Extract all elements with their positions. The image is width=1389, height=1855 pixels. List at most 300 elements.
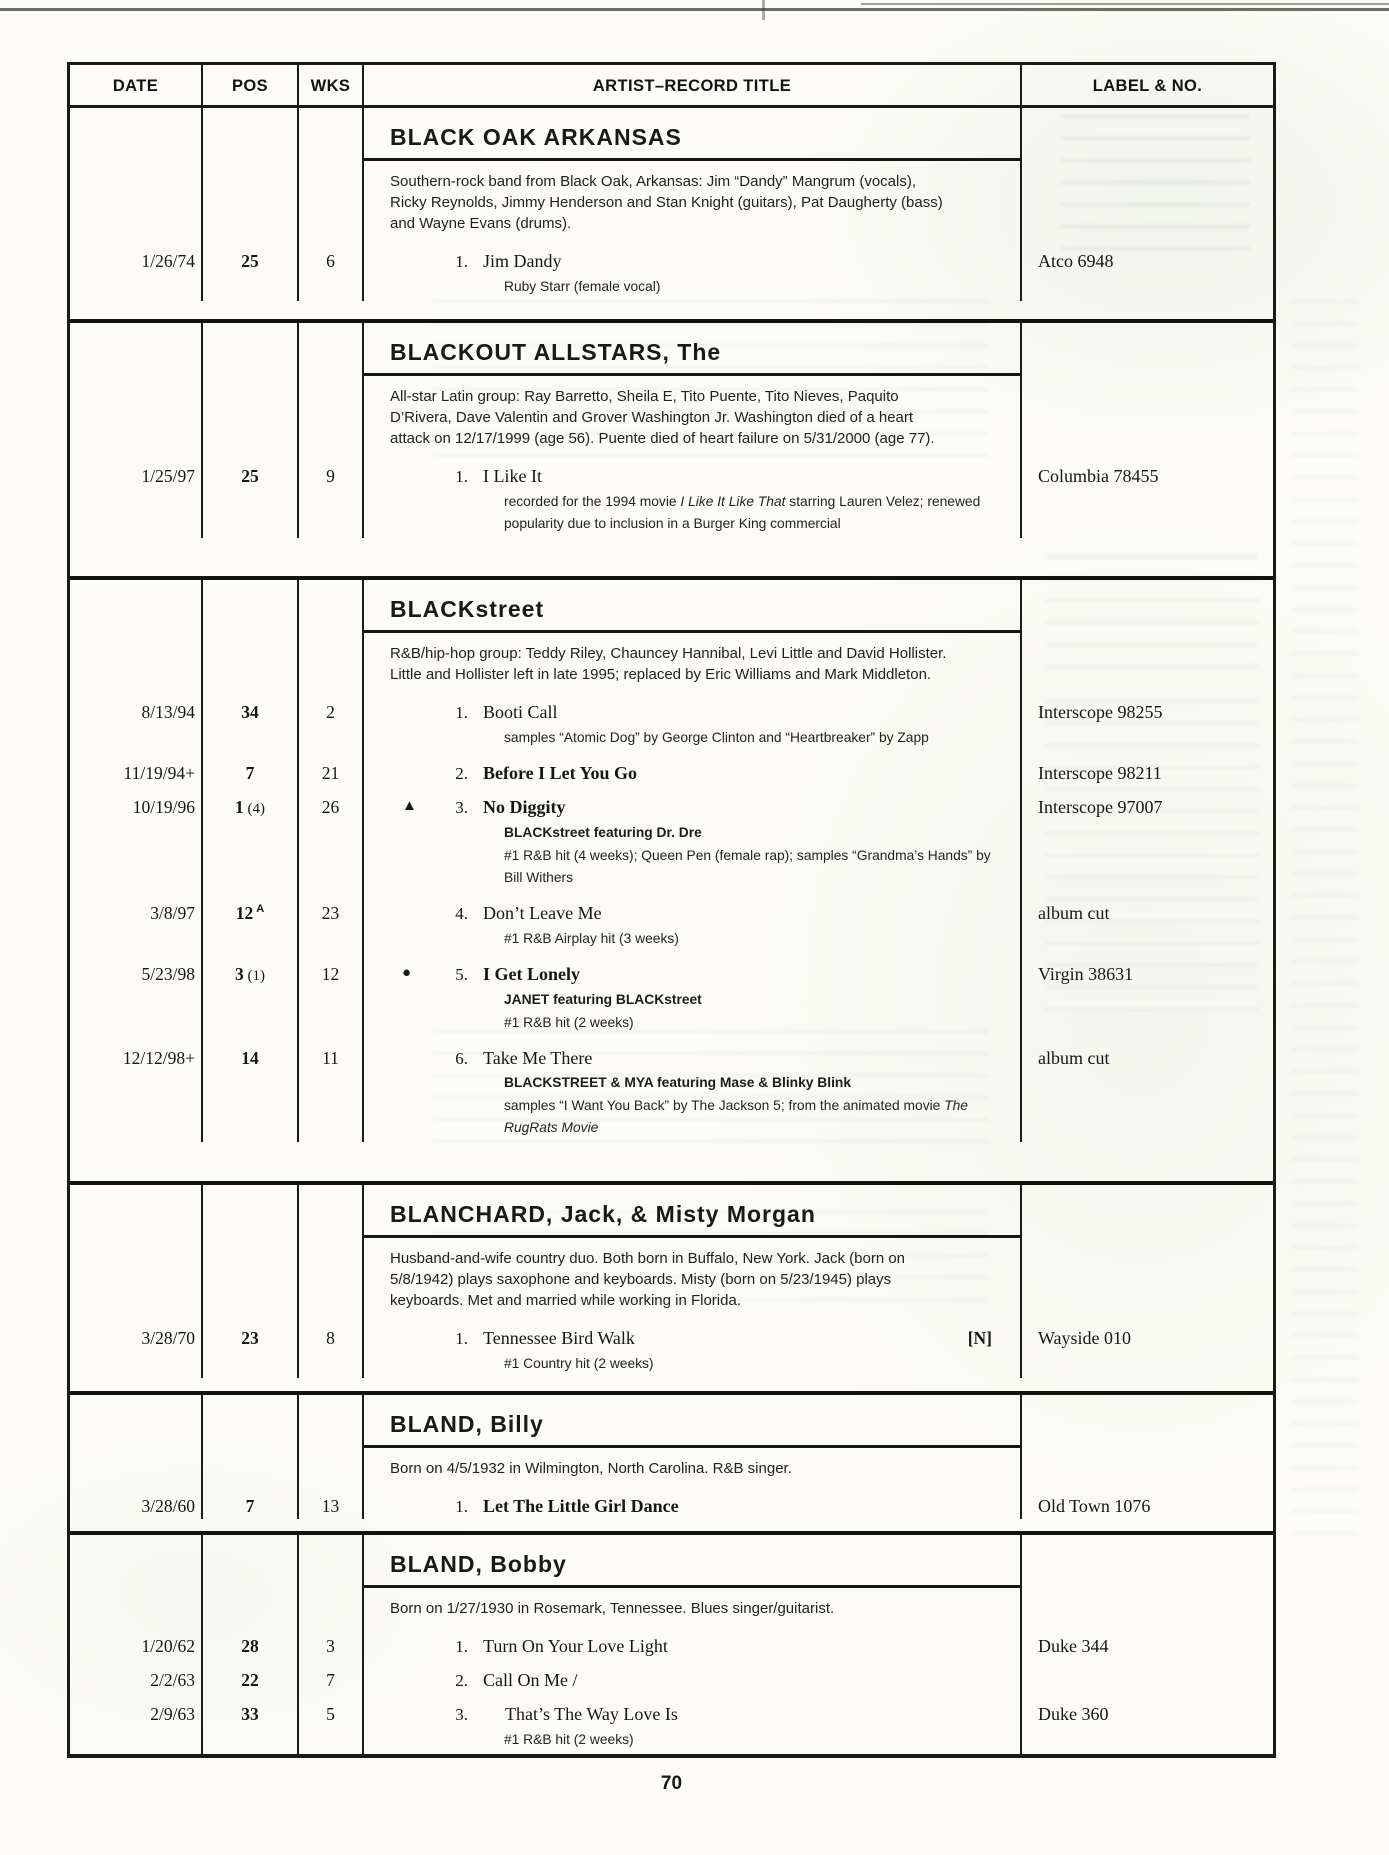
table-cell [203,843,299,892]
song-title: Turn On Your Love Light [483,1636,668,1656]
scan-artifact-line [861,3,1389,5]
entry-peak-position [203,752,299,786]
table-cell [203,1185,299,1238]
table-cell [299,1535,364,1588]
table-cell [70,1010,203,1037]
table-cell [299,274,364,301]
peak-position-value: 25 [241,466,259,486]
featuring-credit-row [70,988,1273,1010]
table-cell [299,1448,364,1485]
table-cell [70,580,203,633]
table-header-row [70,65,1273,108]
table-cell [203,580,299,633]
featuring-credit: JANET featuring BLACKstreet [504,992,702,1007]
table-cell [203,489,299,538]
page-number: 70 [660,1773,683,1794]
table-cell [1022,1185,1273,1238]
song-note-row [70,1727,1273,1754]
record-label: Duke 344 [1038,1636,1109,1656]
song-note-text: #1 R&B Airplay hit (3 weeks) [504,931,679,946]
table-cell [299,725,364,752]
song-title: Tennessee Bird Walk [483,1328,635,1348]
artist-name-cell [364,323,1022,376]
song-number: 1. [455,1497,468,1516]
entry-peak-position [203,691,299,725]
song-title-cell [364,786,1022,821]
record-label: Interscope 98255 [1038,702,1163,722]
song-number: 4. [455,904,468,923]
artist-name-cell [364,580,1022,633]
table-cell [1022,1071,1273,1093]
entry-weeks-charted: 8 [299,1317,364,1351]
song-entry-row [70,752,1273,786]
record-label: Interscope 97007 [1038,797,1163,817]
entry-date: 5/23/98 [70,953,203,988]
artist-name: BLAND, Bobby [390,1551,567,1577]
song-title: Don’t Leave Me [483,903,602,923]
artist-bio-cell [364,633,1022,691]
artist-section [70,323,1273,580]
song-title-cell [364,691,1022,725]
peak-position-value: 3 [235,964,244,984]
table-cell [299,1185,364,1238]
table-cell [203,274,299,301]
table-cell [1022,1588,1273,1625]
entry-weeks-charted: 6 [299,240,364,274]
record-label: Columbia 78455 [1038,466,1159,486]
table-cell [70,1448,203,1485]
peak-position-value: 7 [245,1496,255,1516]
entry-weeks-charted: 23 [299,892,364,926]
artist-section [70,1185,1273,1395]
song-note [504,845,998,889]
table-cell [299,1071,364,1093]
artist-bio-row [70,1238,1273,1317]
song-title-cell [364,1659,1022,1693]
record-label: Old Town 1076 [1038,1496,1151,1516]
entry-peak-position [203,1317,299,1351]
table-cell [203,1238,299,1317]
entry-date: 1/25/97 [70,455,203,489]
song-number: 1. [455,1637,468,1656]
song-entry-row [70,691,1273,725]
column-header-artist-record-title: ARTIST–RECORD TITLE [364,65,1022,105]
table-cell [1022,1535,1273,1588]
song-title: Take Me There [483,1048,593,1068]
table-cell [70,1351,203,1378]
song-title: Before I Let You Go [483,763,637,783]
table-cell [299,161,364,240]
song-note-cell [364,725,1022,752]
artist-name-cell [364,1535,1022,1588]
song-note [504,1353,998,1375]
entry-weeks-charted: 2 [299,691,364,725]
table-cell [299,1395,364,1448]
table-cell [203,988,299,1010]
table-body [70,108,1273,1754]
table-cell [299,821,364,843]
artist-bio: Born on 4/5/1932 in Wilmington, North Carolina. R&B singer. [390,1460,792,1477]
entry-peak-position [203,1659,299,1693]
artist-bio-cell [364,161,1022,240]
entry-weeks-charted: 7 [299,1659,364,1693]
artist-name: BLACKOUT ALLSTARS, The [390,339,722,365]
record-label: Duke 360 [1038,1704,1109,1724]
song-note-text: recorded for the 1994 movie [504,494,681,509]
table-cell [70,323,203,376]
entry-peak-position [203,953,299,988]
song-note-text: #1 R&B hit (4 weeks); Queen Pen (female rap); samples “Grandma’s Hands” by Bill Withers [504,848,991,885]
song-note-row [70,274,1273,301]
entry-date: 11/19/94+ [70,752,203,786]
peak-position-value: 33 [241,1704,259,1724]
featuring-credit-cell [364,1071,1022,1093]
entry-date: 10/19/96 [70,786,203,821]
artist-section [70,580,1273,1185]
table-cell [70,108,203,161]
table-cell [203,1588,299,1625]
table-cell [299,1351,364,1378]
table-cell [1022,580,1273,633]
song-title-cell [364,892,1022,926]
song-note-row [70,1093,1273,1142]
table-cell [70,1727,203,1754]
song-number: 3. [455,798,468,817]
table-cell [203,821,299,843]
song-note-row [70,725,1273,752]
table-cell [299,580,364,633]
entry-peak-position [203,240,299,274]
song-number: 1. [455,252,468,271]
peak-position-value: 1 [235,797,244,817]
song-note-text: #1 R&B hit (2 weeks) [504,1015,634,1030]
artist-bio-cell [364,1588,1022,1625]
table-cell [1022,1010,1273,1037]
song-note-text: starring Lauren Velez; renewed popularity due to inclusion in a Burger King commercial [504,494,981,531]
artist-bio-row [70,633,1273,691]
table-cell [70,988,203,1010]
artist-bio: Husband-and-wife country duo. Both born in Buffalo, New York. Jack (born on 5/8/1942) plays saxophone and keyboards. Misty (born on 5/23/1945) plays keyboards. Met and married while working in Florida. [390,1250,906,1309]
entry-weeks-charted: 21 [299,752,364,786]
song-entry-row [70,240,1273,274]
table-cell [203,633,299,691]
song-title-cell [364,1317,1022,1351]
song-entry-row [70,953,1273,988]
table-cell [203,1093,299,1142]
song-note-row [70,489,1273,538]
entry-date: 1/26/74 [70,240,203,274]
song-number: 2. [455,1671,468,1690]
table-cell [1022,821,1273,843]
song-entry-row [70,455,1273,489]
song-note-cell [364,1093,1022,1142]
artist-name-row [70,1535,1273,1588]
table-cell [299,926,364,953]
song-note [504,276,998,298]
song-title: Call On Me / [483,1670,578,1690]
table-cell [70,489,203,538]
song-number: 2. [455,764,468,783]
peak-position-value: 22 [241,1670,259,1690]
platinum-triangle-icon: ▲ [402,798,417,814]
entry-weeks-charted: 3 [299,1625,364,1659]
novelty-flag: [N] [967,1328,992,1348]
entry-peak-position [203,1485,299,1519]
gold-circle-icon: ● [402,965,412,981]
song-note-cell [364,843,1022,892]
artist-section [70,1535,1273,1754]
table-cell [1022,725,1273,752]
table-cell [1022,274,1273,301]
song-note [504,1729,998,1751]
song-note-text: #1 R&B hit (2 weeks) [504,1732,634,1747]
weeks-at-peak: (1) [243,968,265,984]
song-entry-row [70,1485,1273,1519]
artist-name: BLACK OAK ARKANSAS [390,124,682,150]
artist-name-cell [364,1185,1022,1238]
artist-section [70,1395,1273,1535]
table-cell [203,376,299,455]
table-cell [70,376,203,455]
table-cell [70,633,203,691]
artist-section [70,108,1273,323]
song-note-row [70,926,1273,953]
entry-weeks-charted: 9 [299,455,364,489]
song-note-italic-text: The RugRats Movie [504,1098,968,1135]
table-cell [299,489,364,538]
artist-bio-row [70,376,1273,455]
song-title: No Diggity [483,797,566,817]
song-entry-row [70,786,1273,821]
table-cell [1022,1238,1273,1317]
featuring-credit: BLACKSTREET & MYA featuring Mase & Blinky Blink [504,1075,852,1090]
entry-date: 2/2/63 [70,1659,203,1693]
song-entry-row [70,1037,1273,1071]
song-note-text: #1 Country hit (2 weeks) [504,1356,654,1371]
entry-date: 12/12/98+ [70,1037,203,1071]
record-label: Virgin 38631 [1038,964,1134,984]
table-cell [203,1351,299,1378]
song-number: 6. [455,1049,468,1068]
column-header-label-no: LABEL & NO. [1092,77,1203,95]
song-note [504,928,998,950]
table-cell [299,843,364,892]
artist-bio-cell [364,376,1022,455]
table-cell [70,821,203,843]
artist-bio-cell [364,1448,1022,1485]
entry-weeks-charted: 5 [299,1693,364,1727]
song-note [504,1095,998,1139]
featuring-credit-cell [364,821,1022,843]
peak-position-value: 14 [241,1048,259,1068]
table-cell [299,376,364,455]
artist-bio: Southern-rock band from Black Oak, Arkansas: Jim “Dandy” Mangrum (vocals), Ricky Reynolds, Jimmy Henderson and Stan Knight (guitars), Pat Daugherty (bass) and Wayne Evans (drums). [390,173,943,232]
table-cell [203,108,299,161]
song-number: 1. [455,467,468,486]
song-note-cell [364,1351,1022,1378]
artist-name-cell [364,1395,1022,1448]
song-note-text: samples “Atomic Dog” by George Clinton and “Heartbreaker” by Zapp [504,730,929,745]
song-title: Let The Little Girl Dance [483,1496,679,1516]
artist-name: BLACKstreet [390,596,545,622]
table-cell [70,1238,203,1317]
table-cell [70,843,203,892]
song-note-row [70,1351,1273,1378]
song-note-cell [364,274,1022,301]
entry-date: 3/28/70 [70,1317,203,1351]
peak-position-value: 34 [241,702,259,722]
artist-bio: R&B/hip-hop group: Teddy Riley, Chauncey Hannibal, Levi Little and David Hollister. Little and Hollister left in late 1995; replaced by Eric Williams and Mark Middleton. [390,645,947,683]
song-note [504,1012,998,1034]
table-cell [70,1535,203,1588]
song-entry-row [70,1317,1273,1351]
song-number: 3. [455,1705,468,1724]
table-cell [203,1535,299,1588]
table-cell [70,1588,203,1625]
song-number: 1. [455,1329,468,1348]
song-number: 1. [455,703,468,722]
artist-bio-row [70,161,1273,240]
song-note [504,491,998,535]
song-entry-row [70,1659,1273,1693]
song-title-cell [364,1485,1022,1519]
table-cell [1022,108,1273,161]
table-cell [1022,323,1273,376]
artist-name-row [70,323,1273,376]
table-cell [70,274,203,301]
table-cell [70,1093,203,1142]
entry-weeks-charted: 26 [299,786,364,821]
song-entry-row [70,892,1273,926]
song-note-row [70,843,1273,892]
table-cell [70,161,203,240]
artist-bio: Born on 1/27/1930 in Rosemark, Tennessee. Blues singer/guitarist. [390,1600,835,1617]
song-title-cell [364,1037,1022,1071]
entry-weeks-charted: 11 [299,1037,364,1071]
entry-date: 3/8/97 [70,892,203,926]
song-note-row [70,1010,1273,1037]
song-note-text: samples “I Want You Back” by The Jackson 5; from the animated movie [504,1098,945,1113]
table-cell [1022,1351,1273,1378]
table-cell [70,926,203,953]
table-cell [70,1395,203,1448]
table-cell [299,988,364,1010]
table-cell [70,1071,203,1093]
artist-bio-cell [364,1238,1022,1317]
artist-name-row [70,1395,1273,1448]
peak-position-value: 12 [235,903,254,923]
table-cell [1022,926,1273,953]
table-cell [1022,376,1273,455]
song-title-cell [364,752,1022,786]
entry-peak-position [203,1037,299,1071]
song-note-cell [364,1010,1022,1037]
song-title: That’s The Way Love Is [505,1704,678,1724]
song-number: 5. [455,965,468,984]
table-cell [299,633,364,691]
song-note-cell [364,1727,1022,1754]
record-label: album cut [1038,903,1110,923]
song-note [504,727,998,749]
table-cell [203,1727,299,1754]
entry-date: 2/9/63 [70,1693,203,1727]
artist-name: BLAND, Billy [390,1411,544,1437]
peak-position-value: 7 [245,763,255,783]
entry-peak-position [203,1693,299,1727]
table-cell [1022,843,1273,892]
entry-date: 3/28/60 [70,1485,203,1519]
table-cell [1022,988,1273,1010]
print-bleedthrough [1292,300,1358,1550]
table-cell [203,1395,299,1448]
table-cell [1022,1395,1273,1448]
record-label: Wayside 010 [1038,1328,1132,1348]
table-cell [1022,1093,1273,1142]
chart-table [67,62,1276,1758]
column-header-date: DATE [70,65,203,105]
entry-weeks-charted: 12 [299,953,364,988]
table-cell [299,323,364,376]
song-title-cell [364,455,1022,489]
song-title-cell [364,240,1022,274]
entry-peak-position [203,1625,299,1659]
song-entry-row [70,1625,1273,1659]
table-cell [299,1588,364,1625]
table-cell [299,1238,364,1317]
table-cell [1022,489,1273,538]
table-cell [70,1185,203,1238]
entry-peak-position [203,892,299,926]
artist-name: BLANCHARD, Jack, & Misty Morgan [390,1201,816,1227]
table-cell [70,725,203,752]
artist-name-row [70,108,1273,161]
featuring-credit-row [70,821,1273,843]
song-title-cell [364,1693,1022,1727]
entry-weeks-charted: 13 [299,1485,364,1519]
artist-name-row [70,1185,1273,1238]
entry-peak-position [203,455,299,489]
song-note-italic-text: I Like It Like That [680,494,786,509]
featuring-credit: BLACKstreet featuring Dr. Dre [504,825,702,840]
table-cell [203,926,299,953]
peak-position-value: 25 [241,251,259,271]
artist-bio: All-star Latin group: Ray Barretto, Sheila E, Tito Puente, Tito Nieves, Paquito D’Rivera, Dave Valentin and Grover Washington Jr. Washington died of a heart attack on 12/17/1999 (age 56). Puente died of heart failure on 5/31/2000 (age 77). [390,388,935,447]
song-title-cell [364,953,1022,988]
entry-peak-position [203,786,299,821]
column-header-wks: WKS [299,65,364,105]
table-cell [203,725,299,752]
scan-artifact-line [0,8,1389,11]
column-header-pos: POS [203,65,299,105]
artist-bio-row [70,1448,1273,1485]
table-cell [203,323,299,376]
table-cell [203,161,299,240]
featuring-credit-cell [364,988,1022,1010]
entry-date: 1/20/62 [70,1625,203,1659]
table-cell [299,1093,364,1142]
table-cell [299,1727,364,1754]
peak-position-superscript: A [256,903,265,916]
scan-artifact-tick [762,0,765,20]
table-cell [299,1010,364,1037]
song-title: Jim Dandy [483,251,562,271]
song-title: Booti Call [483,702,558,722]
song-note-cell [364,489,1022,538]
peak-position-value: 23 [241,1328,259,1348]
featuring-credit-row [70,1071,1273,1093]
peak-position-value: 28 [241,1636,259,1656]
song-title: I Get Lonely [483,964,580,984]
